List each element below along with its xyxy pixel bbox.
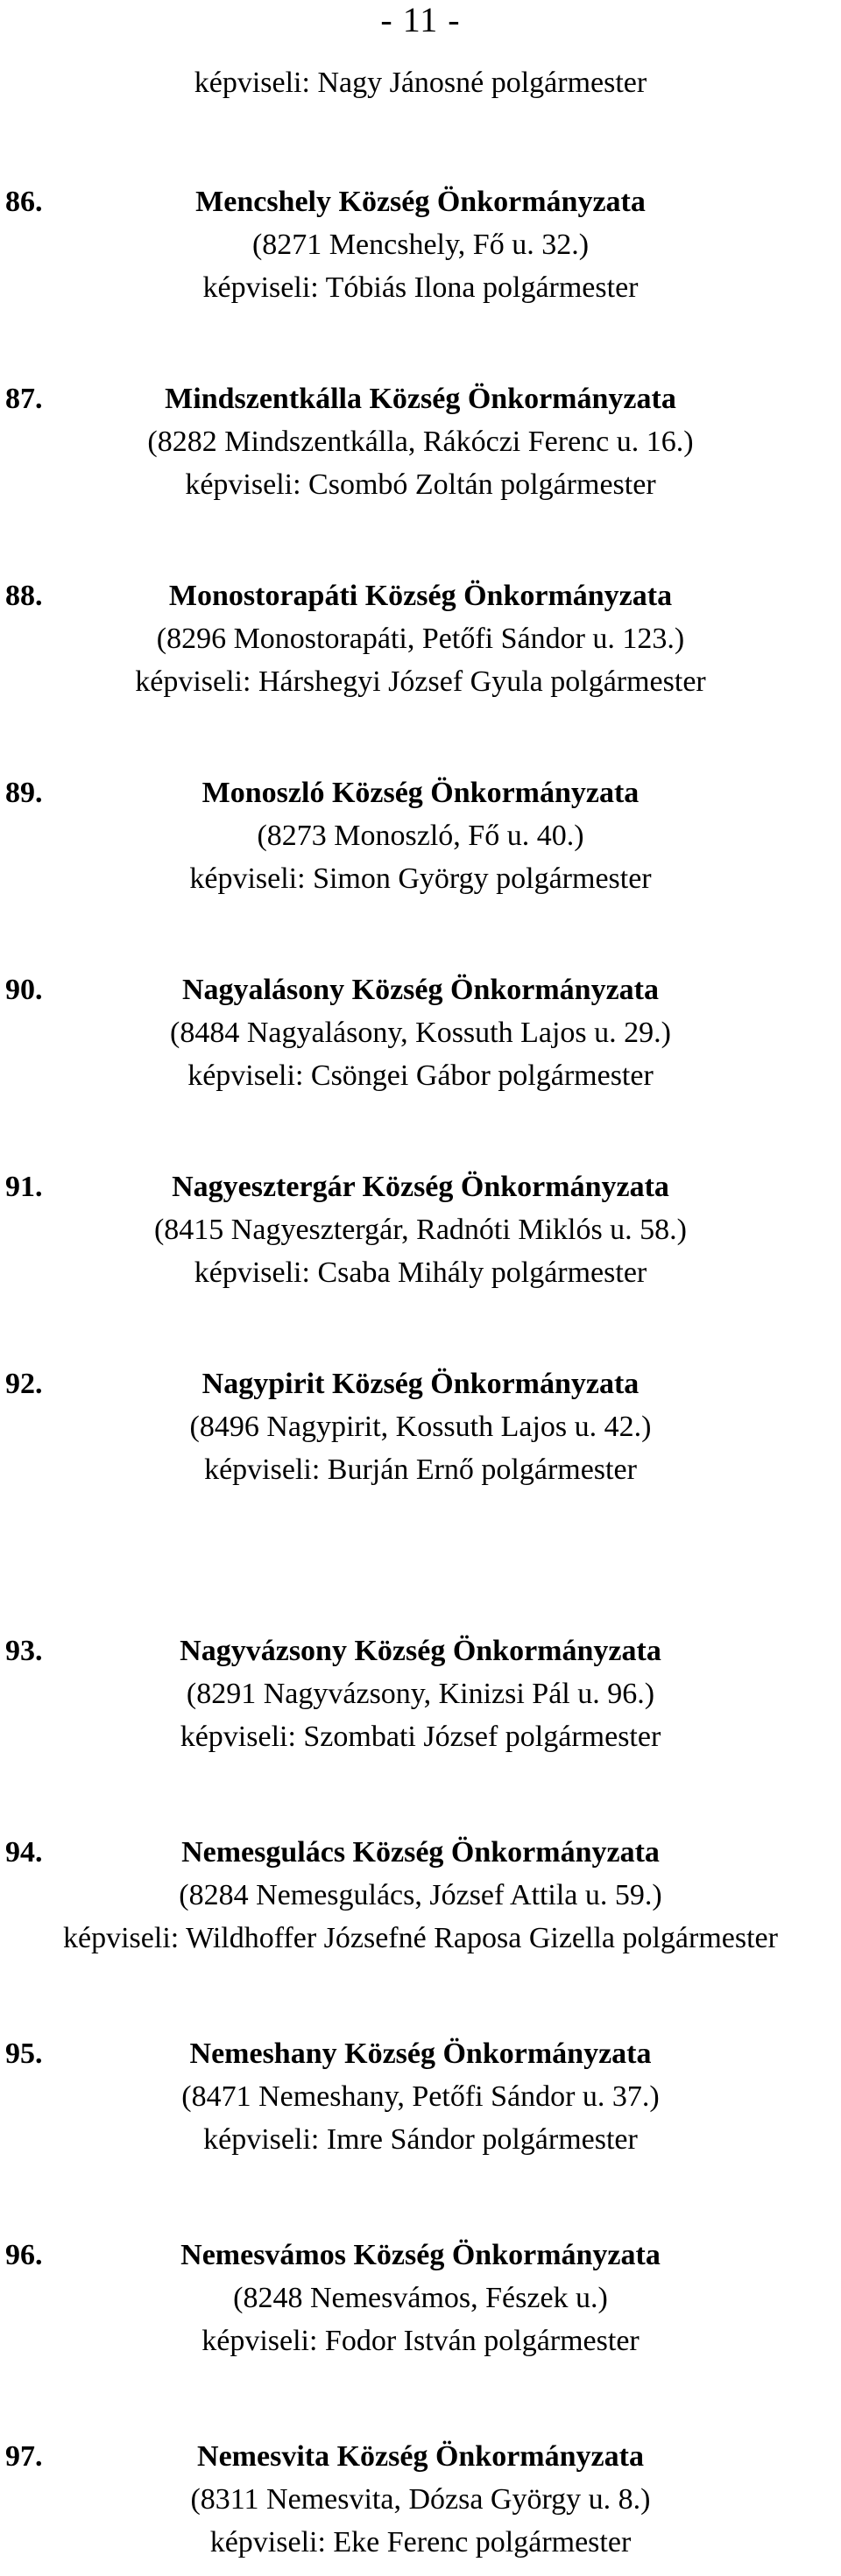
entry-number: 92. — [5, 1368, 43, 1400]
entry-number: 89. — [5, 777, 43, 809]
page-number: - 11 - — [380, 0, 461, 39]
entry-number: 91. — [5, 1171, 43, 1203]
entry-number: 88. — [5, 580, 43, 612]
entry-address: (8271 Mencshely, Fő u. 32.) — [251, 229, 590, 261]
entry-address: (8282 Mindszentkálla, Rákóczi Ferenc u. 16.) — [147, 426, 694, 458]
entry-representative: képviseli: Fodor István polgármester — [201, 2325, 640, 2357]
entry-number: 87. — [5, 383, 43, 415]
entry-address: (8484 Nagyalásony, Kossuth Lajos u. 29.) — [170, 1017, 671, 1049]
entry-name: Mencshely Község Önkormányzata — [195, 186, 646, 218]
entry-representative: képviseli: Hárshegyi József Gyula polgármester — [135, 665, 706, 698]
entry-representative: képviseli: Csöngei Gábor polgármester — [187, 1059, 654, 1092]
entry-name: Nemeshany Község Önkormányzata — [189, 2038, 652, 2070]
entry-number: 94. — [5, 1836, 43, 1869]
entry-representative: képviseli: Csaba Mihály polgármester — [194, 1256, 647, 1289]
entry-name: Nagypirit Község Önkormányzata — [201, 1368, 640, 1400]
entry-number: 97. — [5, 2440, 43, 2473]
entry-representative: képviseli: Imre Sándor polgármester — [203, 2123, 638, 2156]
entry-address: (8311 Nemesvita, Dózsa György u. 8.) — [190, 2483, 651, 2516]
entry-name: Nemesgulács Község Önkormányzata — [181, 1836, 660, 1869]
entry-representative: képviseli: Szombati József polgármester — [180, 1721, 661, 1753]
entry-representative: képviseli: Eke Ferenc polgármester — [209, 2526, 632, 2558]
entry-name: Monoszló Község Önkormányzata — [201, 777, 640, 809]
entry-number: 93. — [5, 1635, 43, 1667]
entry-name: Nagyesztergár Község Önkormányzata — [172, 1171, 669, 1203]
entry-name: Mindszentkálla Község Önkormányzata — [165, 383, 676, 415]
entry-number: 96. — [5, 2239, 43, 2271]
continued-representative: képviseli: Nagy Jánosné polgármester — [194, 67, 647, 99]
entry-address: (8273 Monoszló, Fő u. 40.) — [257, 820, 584, 852]
entry-representative: képviseli: Simon György polgármester — [189, 862, 652, 895]
entry-address: (8284 Nemesgulács, József Attila u. 59.) — [179, 1879, 662, 1911]
entry-address: (8415 Nagyesztergár, Radnóti Miklós u. 58.) — [153, 1214, 687, 1246]
entry-number: 95. — [5, 2038, 43, 2070]
entry-address: (8296 Monostorapáti, Petőfi Sándor u. 123.) — [156, 623, 685, 655]
entry-name: Nagyalásony Község Önkormányzata — [182, 974, 659, 1006]
entry-representative: képviseli: Wildhoffer Józsefné Raposa Gizella polgármester — [63, 1922, 778, 1954]
entry-name: Nagyvázsony Község Önkormányzata — [180, 1635, 661, 1667]
entry-name: Monostorapáti Község Önkormányzata — [168, 580, 673, 612]
entry-name: Nemesvita Község Önkormányzata — [197, 2440, 644, 2473]
entry-name: Nemesvámos Község Önkormányzata — [180, 2239, 661, 2271]
entry-number: 90. — [5, 974, 43, 1006]
entry-address: (8471 Nemeshany, Petőfi Sándor u. 37.) — [181, 2080, 660, 2113]
entry-representative: képviseli: Tóbiás Ilona polgármester — [202, 271, 639, 304]
entry-address: (8291 Nagyvázsony, Kinizsi Pál u. 96.) — [186, 1678, 655, 1710]
entry-address: (8248 Nemesvámos, Fészek u.) — [233, 2282, 608, 2314]
entry-representative: képviseli: Csombó Zoltán polgármester — [185, 468, 656, 501]
entry-representative: képviseli: Burján Ernő polgármester — [204, 1453, 637, 1486]
entry-address: (8496 Nagypirit, Kossuth Lajos u. 42.) — [189, 1411, 652, 1443]
entry-number: 86. — [5, 186, 43, 218]
